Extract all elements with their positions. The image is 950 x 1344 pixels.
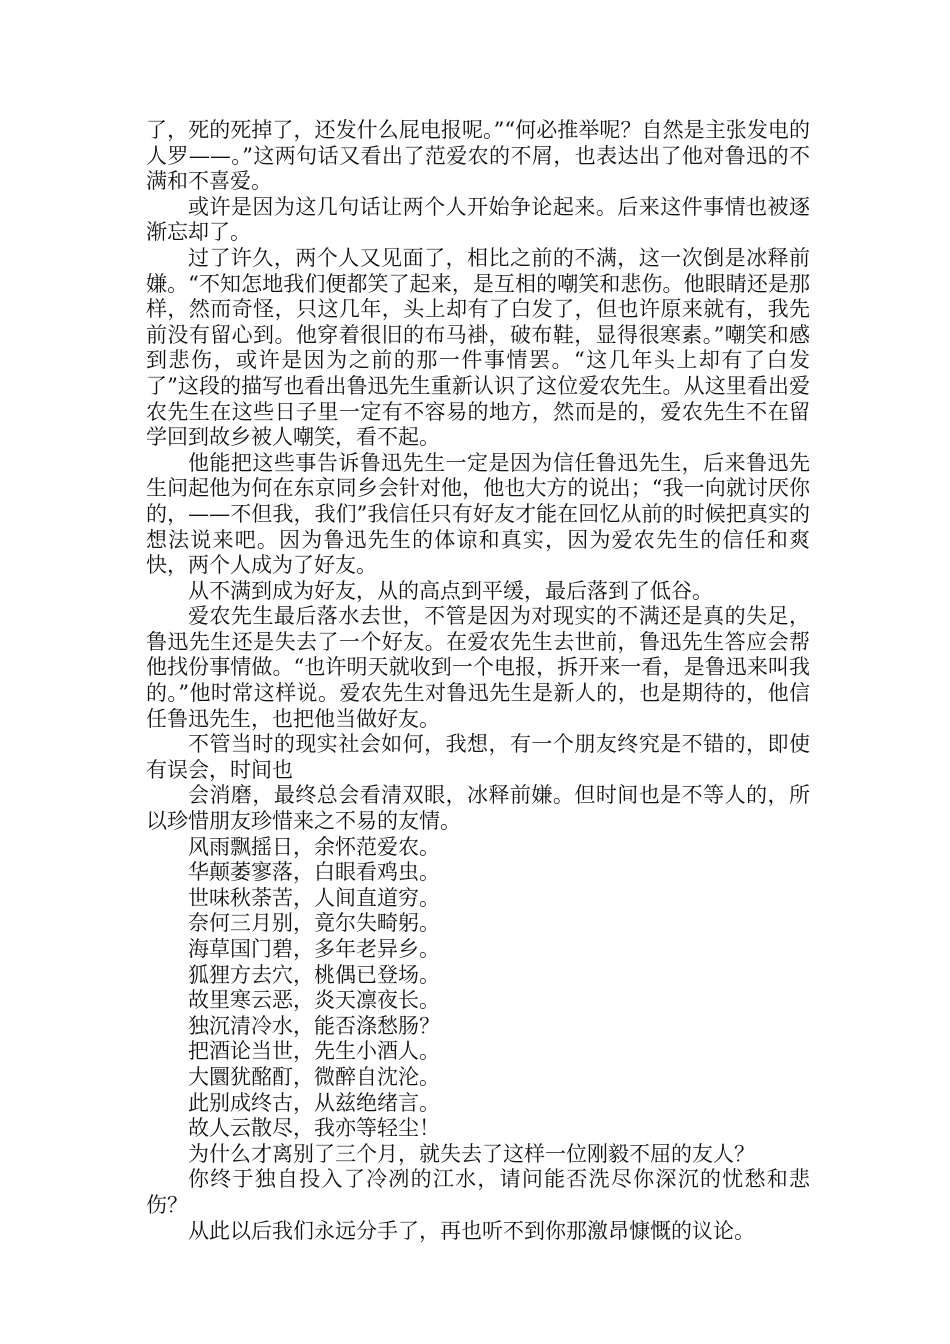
poem-line: 故里寒云恶，炎天凛夜长。 [188,988,440,1013]
poem-line: 大圜犹酩酊，微醉自沈沦。 [188,1064,440,1089]
paragraph: 从此以后我们永远分手了，再也听不到你那激昂慷慨的议论。 [188,1218,755,1243]
poem-line: 狐狸方去穴，桃偶已登场。 [188,962,440,987]
paragraph: 不管当时的现实社会如何，我想，有一个朋友终究是不错的，即使有误会，时间也 [146,732,810,782]
paragraph: 或许是因为这几句话让两个人开始争论起来。后来这件事情也被逐渐忘却了。 [146,194,810,245]
paragraph-continuation: 了，死的死掉了，还发什么屁电报呢。”“何必推举呢？自然是主张发电的人罗——。”这两句话又看出了范爱农的不屑，也表达出了他对鲁迅的不满和不喜爱。 [146,118,810,194]
poem-line: 故人云散尽，我亦等轻尘！ [188,1116,440,1141]
document-page [146,118,810,1244]
poem-line: 此别成终古，从兹绝绪言。 [188,1090,440,1115]
poem-line: 世味秋荼苦，人间直道穷。 [188,885,440,910]
paragraph: 过了许久，两个人又见面了，相比之前的不满，这一次倒是冰释前嫌。“不知怎地我们便都笑了起来，是互相的嘲笑和悲伤。他眼睛还是那样，然而奇怪，只这几年，头上却有了白发了，但也许原来就有，我先前没有留心到。他穿着很旧的布马褂，破布鞋，显得很寒素。”嘲笑和感到悲伤，或许是因为之前的那一件事情罢。“这几年头上却有了白发了”这段的描写也看出鲁迅先生重新认识了这位爱农先生。从这里看出爱农先生在这些日子里一定有不容易的地方，然而是的，爱农先生不在留学回到故乡被人嘲笑，看不起。 [146,245,810,450]
paragraph: 你终于独自投入了冷冽的江水，请问能否洗尽你深沉的忧愁和悲伤？ [146,1167,810,1217]
paragraph: 爱农先生最后落水去世，不管是因为对现实的不满还是真的失足，鲁迅先生还是失去了一个好友。在爱农先生去世前，鲁迅先生答应会帮他找份事情做。“也许明天就收到一个电报，拆开来一看，是鲁迅来叫我的。”他时常这样说。爱农先生对鲁迅先生是新人的，也是期待的，他信任鲁迅先生，也把他当做好友。 [146,604,810,731]
poem-line: 华颠萎寥落，白眼看鸡虫。 [188,860,440,885]
paragraph: 从不满到成为好友，从的高点到平缓，最后落到了低谷。 [188,578,713,603]
poem-line: 风雨飘摇日，余怀范爱农。 [188,834,440,859]
poem-line: 独沉清冷水，能否涤愁肠？ [188,1013,440,1038]
paragraph: 他能把这些事告诉鲁迅先生一定是因为信任鲁迅先生，后来鲁迅先生问起他为何在东京同乡会针对他，他也大方的说出；“我一向就讨厌你的，——不但我，我们”我信任只有好友才能在回忆从前的时候把真实的想法说来吧。因为鲁迅先生的体谅和真实，因为爱农先生的信任和爽快，两个人成为了好友。 [146,450,810,578]
poem [146,835,810,1142]
poem-line: 奈何三月别，竟尔失畸躬。 [188,911,440,936]
poem-line: 把酒论当世，先生小酒人。 [188,1039,440,1064]
paragraph: 会消磨，最终总会看清双眼，冰释前嫌。但时间也是不等人的，所以珍惜朋友珍惜来之不易的友情。 [146,783,810,834]
poem-line: 海草国门碧，多年老异乡。 [188,937,440,961]
paragraph: 为什么才离别了三个月，就失去了这样一位刚毅不屈的友人？ [188,1141,755,1166]
